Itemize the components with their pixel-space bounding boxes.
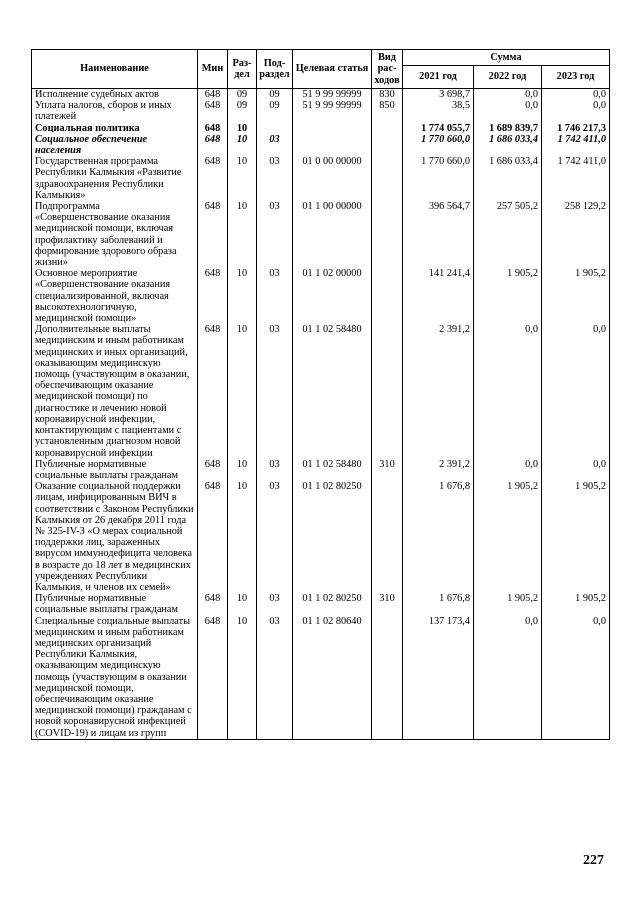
cell-razdel: 09 bbox=[228, 89, 257, 101]
cell-razdel: 09 bbox=[228, 100, 257, 122]
cell-min: 648 bbox=[198, 459, 228, 481]
cell-min: 648 bbox=[198, 481, 228, 593]
cell-2022: 1 686 033,4 bbox=[474, 134, 542, 156]
budget-table bbox=[31, 49, 610, 740]
cell-vid bbox=[372, 156, 403, 201]
cell-podrazdel: 09 bbox=[257, 89, 293, 101]
cell-2023: 258 129,2 bbox=[542, 201, 610, 268]
cell-razdel: 10 bbox=[228, 459, 257, 481]
cell-vid bbox=[372, 134, 403, 156]
cell-target: 01 1 02 80250 bbox=[293, 593, 372, 615]
cell-vid: 850 bbox=[372, 100, 403, 122]
table-row bbox=[32, 324, 610, 458]
cell-podrazdel: 03 bbox=[257, 481, 293, 593]
cell-2021: 1 774 055,7 bbox=[403, 123, 474, 134]
cell-2022: 1 689 839,7 bbox=[474, 123, 542, 134]
header-2023: 2023 год bbox=[542, 66, 610, 89]
cell-2022: 0,0 bbox=[474, 459, 542, 481]
header-summa: Сумма bbox=[403, 50, 610, 66]
cell-2021: 137 173,4 bbox=[403, 616, 474, 740]
cell-min: 648 bbox=[198, 156, 228, 201]
cell-2023: 1 746 217,3 bbox=[542, 123, 610, 134]
cell-2023: 0,0 bbox=[542, 324, 610, 458]
cell-target bbox=[293, 134, 372, 156]
cell-vid bbox=[372, 616, 403, 740]
cell-razdel: 10 bbox=[228, 324, 257, 458]
table-body bbox=[32, 89, 610, 740]
cell-2023: 1 905,2 bbox=[542, 481, 610, 593]
cell-name: Социальное обеспечение населения bbox=[32, 134, 198, 156]
cell-2022: 1 905,2 bbox=[474, 268, 542, 324]
cell-podrazdel: 03 bbox=[257, 134, 293, 156]
cell-podrazdel: 03 bbox=[257, 268, 293, 324]
cell-target: 01 1 00 00000 bbox=[293, 201, 372, 268]
cell-2022: 0,0 bbox=[474, 100, 542, 122]
table-row bbox=[32, 100, 610, 122]
cell-min: 648 bbox=[198, 123, 228, 134]
table-row bbox=[32, 481, 610, 593]
cell-podrazdel: 09 bbox=[257, 100, 293, 122]
cell-2021: 2 391,2 bbox=[403, 324, 474, 458]
cell-2021: 3 698,7 bbox=[403, 89, 474, 101]
cell-name: Специальные социальные выплаты медицинским и иным работникам медицинских организаций Республики Калмыкия, оказывающим медицинскую помощь (участвующим в оказании медицинской помощи, обеспечивающим оказание медицинской помощи) гражданам с новой коронавирусной инфекцией (COVID-19) и лицам из групп bbox=[32, 616, 198, 740]
cell-2022: 1 686 033,4 bbox=[474, 156, 542, 201]
table-row bbox=[32, 156, 610, 201]
cell-2023: 1 742 411,0 bbox=[542, 156, 610, 201]
cell-min: 648 bbox=[198, 100, 228, 122]
cell-2022: 1 905,2 bbox=[474, 481, 542, 593]
cell-2021: 1 770 660,0 bbox=[403, 134, 474, 156]
cell-name: Основное мероприятие «Совершенствование оказания специализированной, включая высокотехнологичную, медицинской помощи» bbox=[32, 268, 198, 324]
header-2022: 2022 год bbox=[474, 66, 542, 89]
cell-2021: 2 391,2 bbox=[403, 459, 474, 481]
cell-2021: 1 676,8 bbox=[403, 481, 474, 593]
cell-2023: 1 905,2 bbox=[542, 593, 610, 615]
cell-vid bbox=[372, 123, 403, 134]
cell-razdel: 10 bbox=[228, 123, 257, 134]
header-razdel: Раз-дел bbox=[228, 50, 257, 89]
cell-2021: 1 676,8 bbox=[403, 593, 474, 615]
cell-2023: 1 742 411,0 bbox=[542, 134, 610, 156]
cell-2021: 141 241,4 bbox=[403, 268, 474, 324]
page-number: 227 bbox=[583, 853, 604, 868]
cell-vid bbox=[372, 268, 403, 324]
cell-min: 648 bbox=[198, 89, 228, 101]
cell-target: 51 9 99 99999 bbox=[293, 89, 372, 101]
cell-2022: 0,0 bbox=[474, 616, 542, 740]
cell-target bbox=[293, 123, 372, 134]
cell-2023: 0,0 bbox=[542, 459, 610, 481]
cell-target: 51 9 99 99999 bbox=[293, 100, 372, 122]
cell-name: Уплата налогов, сборов и иных платежей bbox=[32, 100, 198, 122]
cell-2023: 0,0 bbox=[542, 616, 610, 740]
cell-target: 01 1 02 58480 bbox=[293, 459, 372, 481]
cell-name: Публичные нормативные социальные выплаты гражданам bbox=[32, 459, 198, 481]
cell-name: Публичные нормативные социальные выплаты гражданам bbox=[32, 593, 198, 615]
cell-2021: 396 564,7 bbox=[403, 201, 474, 268]
cell-min: 648 bbox=[198, 134, 228, 156]
cell-2023: 0,0 bbox=[542, 100, 610, 122]
cell-razdel: 10 bbox=[228, 481, 257, 593]
cell-target: 01 1 02 80250 bbox=[293, 481, 372, 593]
cell-podrazdel: 03 bbox=[257, 156, 293, 201]
cell-2022: 0,0 bbox=[474, 324, 542, 458]
cell-min: 648 bbox=[198, 268, 228, 324]
cell-vid bbox=[372, 481, 403, 593]
cell-razdel: 10 bbox=[228, 201, 257, 268]
cell-podrazdel: 03 bbox=[257, 459, 293, 481]
cell-podrazdel: 03 bbox=[257, 324, 293, 458]
cell-min: 648 bbox=[198, 593, 228, 615]
cell-name: Социальная политика bbox=[32, 123, 198, 134]
table-row bbox=[32, 268, 610, 324]
cell-2022: 257 505,2 bbox=[474, 201, 542, 268]
cell-target: 01 1 02 00000 bbox=[293, 268, 372, 324]
cell-2023: 0,0 bbox=[542, 89, 610, 101]
cell-razdel: 10 bbox=[228, 156, 257, 201]
cell-vid bbox=[372, 324, 403, 458]
cell-podrazdel: 03 bbox=[257, 593, 293, 615]
cell-2022: 1 905,2 bbox=[474, 593, 542, 615]
cell-razdel: 10 bbox=[228, 134, 257, 156]
table-row bbox=[32, 123, 610, 134]
cell-name: Государственная программа Республики Калмыкия «Развитие здравоохранения Республики Калмыкия» bbox=[32, 156, 198, 201]
cell-min: 648 bbox=[198, 616, 228, 740]
cell-target: 01 1 02 80640 bbox=[293, 616, 372, 740]
table-row bbox=[32, 89, 610, 101]
cell-vid bbox=[372, 201, 403, 268]
header-target: Целевая статья bbox=[293, 50, 372, 89]
table-row bbox=[32, 593, 610, 615]
table-row bbox=[32, 134, 610, 156]
cell-podrazdel bbox=[257, 123, 293, 134]
cell-vid: 830 bbox=[372, 89, 403, 101]
header-2021: 2021 год bbox=[403, 66, 474, 89]
cell-name: Оказание социальной поддержки лицам, инфицированным ВИЧ в соответствии с Законом Республики Калмыкия от 26 декабря 2011 года № 325-IV-З «О мерах социальной поддержки лиц, зараженных вирусом иммунодефицита человека в возрасте до 18 лет в медицинских учреждениях Республики Калмыкия, и членов их семей» bbox=[32, 481, 198, 593]
cell-2021: 38,5 bbox=[403, 100, 474, 122]
cell-vid: 310 bbox=[372, 459, 403, 481]
header-name: Наименование bbox=[32, 50, 198, 89]
cell-target: 01 0 00 00000 bbox=[293, 156, 372, 201]
cell-vid: 310 bbox=[372, 593, 403, 615]
cell-2021: 1 770 660,0 bbox=[403, 156, 474, 201]
cell-razdel: 10 bbox=[228, 593, 257, 615]
table-row bbox=[32, 459, 610, 481]
cell-name: Подпрограмма «Совершенствование оказания медицинской помощи, включая профилактику заболеваний и формирование здорового образа жизни» bbox=[32, 201, 198, 268]
cell-razdel: 10 bbox=[228, 268, 257, 324]
header-min: Мин bbox=[198, 50, 228, 89]
cell-name: Дополнительные выплаты медицинским и иным работникам медицинских и иных организаций, оказывающим медицинскую помощь (участвующим в оказании, обеспечивающим оказание медицинской помощи) по диагностике и лечению новой коронавирусной инфекции, контактирующим с пациентами с установленным диагнозом новой коронавирусной инфекции bbox=[32, 324, 198, 458]
table-row bbox=[32, 616, 610, 740]
cell-podrazdel: 03 bbox=[257, 201, 293, 268]
cell-2023: 1 905,2 bbox=[542, 268, 610, 324]
header-vid: Вид рас-ходов bbox=[372, 50, 403, 89]
table-row bbox=[32, 201, 610, 268]
header-podrazdel: Под-раздел bbox=[257, 50, 293, 89]
cell-name: Исполнение судебных актов bbox=[32, 89, 198, 101]
cell-min: 648 bbox=[198, 324, 228, 458]
cell-razdel: 10 bbox=[228, 616, 257, 740]
cell-podrazdel: 03 bbox=[257, 616, 293, 740]
cell-2022: 0,0 bbox=[474, 89, 542, 101]
cell-min: 648 bbox=[198, 201, 228, 268]
cell-target: 01 1 02 58480 bbox=[293, 324, 372, 458]
